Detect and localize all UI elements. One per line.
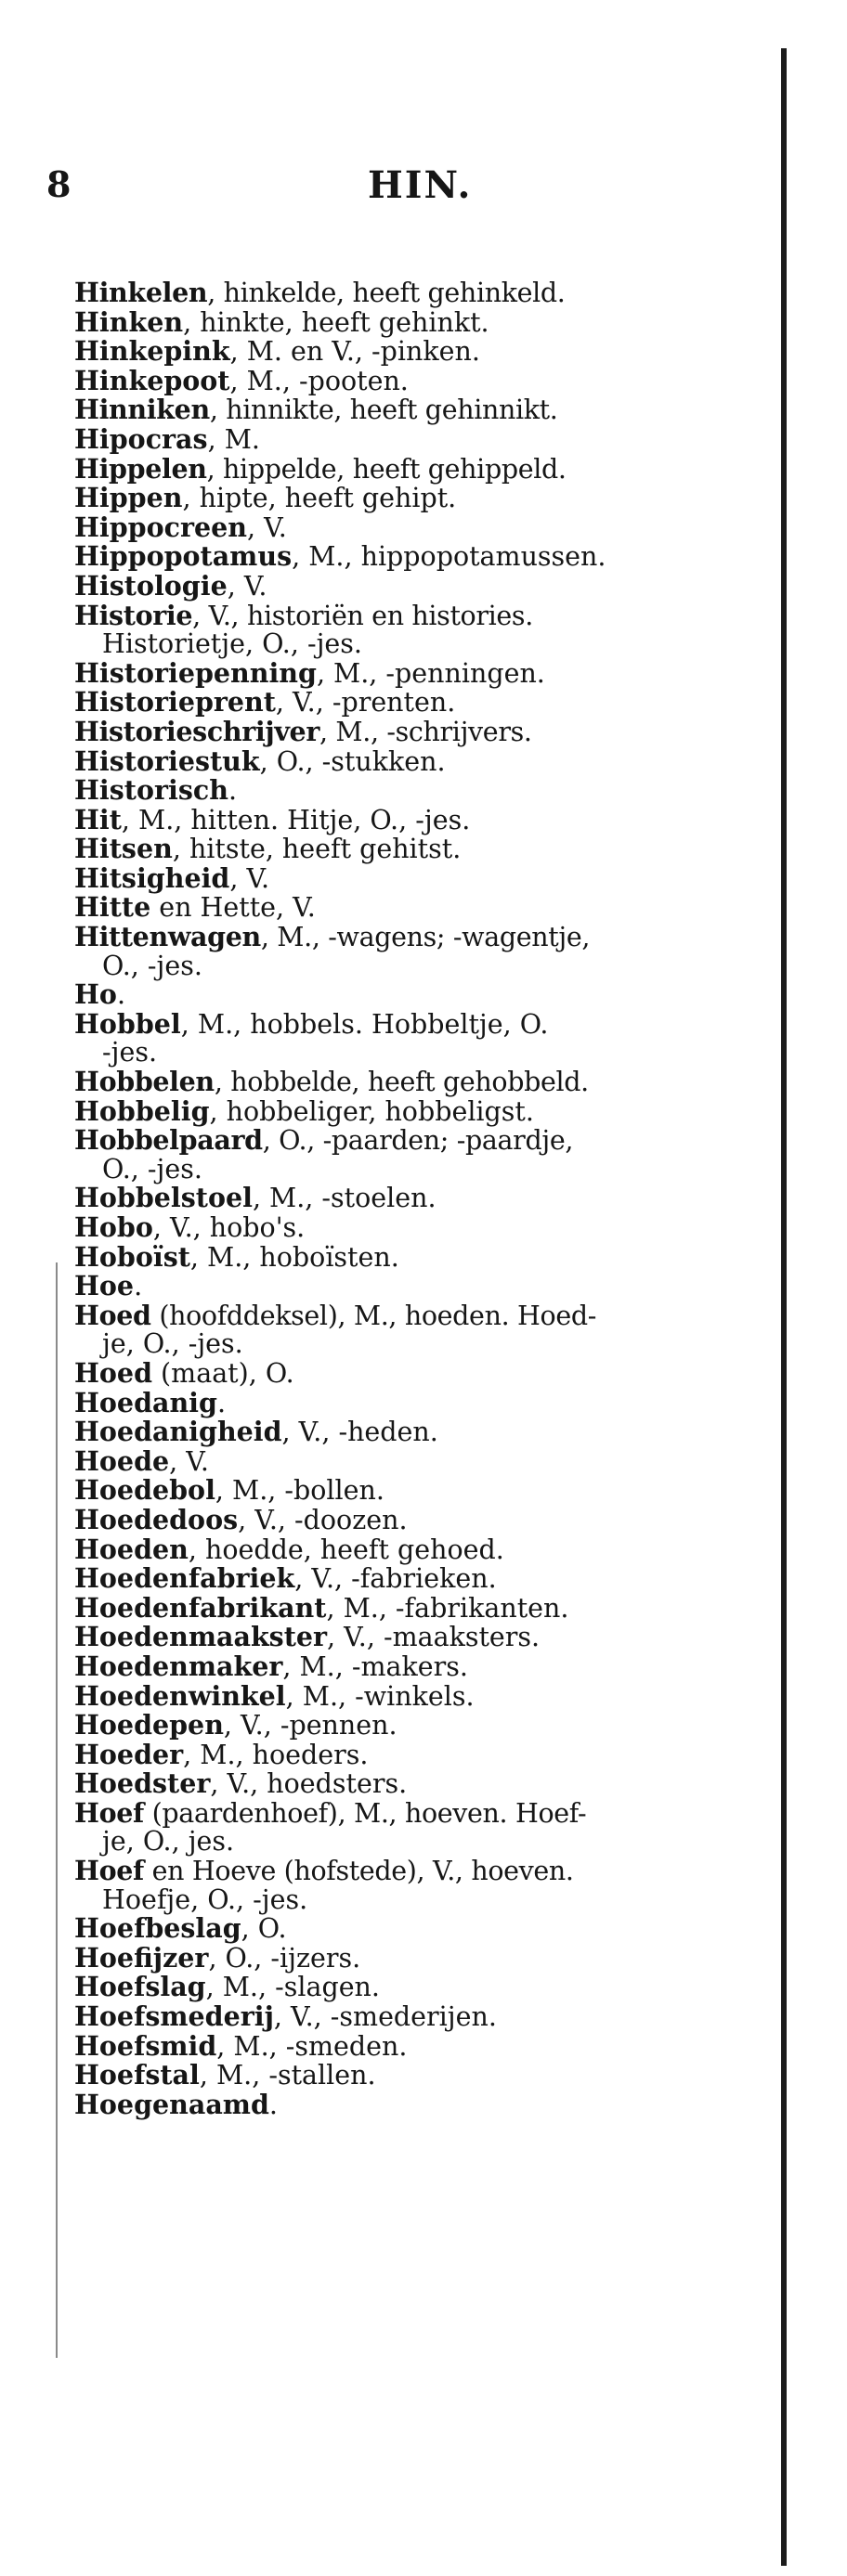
entry-headword: Hoefijzer: [74, 1941, 209, 1974]
entry-headword: Hoedster: [74, 1767, 211, 1800]
dictionary-entry: [74, 1679, 762, 1712]
entry-definition: , M., hoboïsten.: [189, 1241, 399, 1273]
entry-definition: , M., -smeden.: [216, 2030, 408, 2062]
entry-definition: , V., hobo's.: [152, 1212, 306, 1243]
entry-headword: Hoefsmid: [74, 2029, 217, 2062]
dictionary-entry: [74, 2061, 762, 2091]
entry-headword: Hipocras: [74, 422, 208, 455]
dictionary-entry: [74, 1857, 762, 1886]
entry-definition: , hinkte, heeft gehinkt.: [183, 306, 489, 338]
dictionary-entry: [74, 337, 762, 367]
dictionary-entry: [74, 1503, 762, 1535]
entry-definition: , hobbeliger, hobbeligst.: [209, 1095, 534, 1127]
entry-headword: Hoeder: [74, 1738, 184, 1770]
entry-definition: , hinnikte, heeft gehinnikt.: [209, 395, 558, 426]
dictionary-entry: [74, 569, 762, 602]
entry-headword: Hinniken: [74, 394, 210, 426]
entry-headword: Hinkepoot: [74, 364, 230, 396]
entry-headword: Historieschrijver: [74, 715, 319, 747]
dictionary-entry: [74, 1213, 762, 1243]
entry-headword: Historiepenning: [74, 656, 317, 689]
dictionary-entry: [74, 484, 762, 513]
dictionary-entry: [74, 1711, 762, 1741]
entry-headword: Historieprent: [74, 686, 276, 718]
entry-headword: Hoefslag: [74, 1971, 206, 2003]
entry-headword: Hoedenfabrikant: [74, 1591, 327, 1624]
left-margin-rule: [56, 1262, 58, 2358]
entry-continuation: [74, 1153, 762, 1184]
entry-headword: Hoefsmederij: [74, 2000, 274, 2033]
entry-headword: Hoe: [74, 1270, 135, 1302]
dictionary-entry: [74, 1184, 762, 1213]
entry-headword: Hippopotamus: [74, 540, 293, 573]
dictionary-entry: [74, 1914, 762, 1944]
dictionary-entry: [74, 278, 762, 308]
entry-definition: , M., -stoelen.: [252, 1183, 437, 1214]
entry-definition: , M., hobbels. Hobbeltje, O.: [180, 1008, 549, 1040]
entry-definition: , M., hippopotamussen.: [292, 541, 606, 573]
entry-definition: , V.: [227, 570, 267, 602]
entry-definition: je, O., -jes.: [102, 1328, 243, 1360]
entry-headword: Hoefstal: [74, 2059, 200, 2091]
entry-definition: , hoedde, heeft gehoed.: [188, 1534, 504, 1565]
dictionary-entry: [74, 2088, 762, 2120]
entry-continuation: [74, 1330, 762, 1359]
entry-headword: Hoegenaamd: [74, 2088, 269, 2120]
entry-definition: en Hoeve (hofstede), V., hoeven.: [143, 1856, 574, 1887]
entry-definition: O., -jes.: [102, 1153, 202, 1184]
entry-definition: , M., hoeders.: [183, 1739, 369, 1770]
entry-headword: Hobbelig: [74, 1094, 210, 1127]
entry-headword: Hippen: [74, 482, 183, 514]
entry-definition: Historietje, O., -jes.: [102, 628, 362, 660]
entry-definition: , V.: [229, 862, 270, 894]
entry-headword: Hoedanigheid: [74, 1416, 282, 1448]
dictionary-entry: [74, 1564, 762, 1594]
entry-headword: Hoedanig: [74, 1386, 217, 1418]
dictionary-entry: [74, 2002, 762, 2032]
entry-headword: Hippelen: [74, 452, 207, 485]
dictionary-entry: [74, 1476, 762, 1506]
entry-headword: Hinken: [74, 305, 184, 338]
entry-definition: , M., -penningen.: [316, 657, 545, 689]
entry-headword: Hoef: [74, 1855, 144, 1887]
entry-headword: Hobbelstoel: [74, 1182, 253, 1214]
entry-headword: Hinkelen: [74, 277, 208, 308]
entry-definition: , M., -slagen.: [205, 1972, 380, 2003]
entry-headword: Hoedenfabriek: [74, 1562, 295, 1595]
entry-headword: Hitsen: [74, 833, 173, 865]
entry-headword: Hobo: [74, 1211, 153, 1243]
entry-definition: , V., -prenten.: [275, 687, 456, 718]
entry-definition: .: [216, 1387, 227, 1418]
entry-definition: .: [228, 775, 237, 807]
dictionary-entry: [74, 835, 762, 864]
dictionary-entry: [74, 715, 762, 747]
dictionary-entry: [74, 422, 762, 455]
entry-definition: Hoefje, O., -jes.: [102, 1883, 308, 1915]
entry-definition: , V., -pennen.: [223, 1710, 397, 1741]
entry-headword: Hoededoos: [74, 1503, 239, 1535]
entry-headword: Hoede: [74, 1444, 170, 1477]
entry-headword: Hoedepen: [74, 1709, 224, 1741]
entry-definition: , M., -pooten.: [229, 365, 409, 396]
dictionary-entry: [74, 803, 762, 835]
dictionary-entry: [74, 1126, 762, 1156]
entry-headword: Hinkepink: [74, 335, 230, 368]
entry-definition: , hobbelde, heeft gehobbeld.: [214, 1067, 589, 1098]
dictionary-entry: [74, 1973, 762, 2002]
entry-definition: O., -jes.: [102, 950, 202, 981]
entry-definition: (hoofddeksel), M., hoeden. Hoed-: [150, 1300, 597, 1331]
dictionary-entry: [74, 452, 762, 485]
entry-continuation: [74, 1883, 762, 1915]
entry-definition: , V., -heden.: [281, 1417, 438, 1448]
entry-definition: , V., -fabrieken.: [294, 1563, 497, 1595]
dictionary-entry: [74, 599, 762, 631]
entry-definition: , V., hoedsters.: [210, 1768, 408, 1800]
entry-headword: Hoeden: [74, 1533, 189, 1565]
entry-definition: , O.: [241, 1913, 287, 1945]
dictionary-entry: [74, 980, 762, 1010]
dictionary-entry: [74, 776, 762, 806]
entry-definition: , V., -maaksters.: [327, 1622, 541, 1653]
entry-continuation: [74, 1039, 762, 1068]
entry-headword: Historisch: [74, 774, 228, 807]
dictionary-entry: [74, 1417, 762, 1447]
entry-headword: Hoefbeslag: [74, 1912, 241, 1945]
dictionary-entry: [74, 364, 762, 396]
entry-definition: , O., -ijzers.: [208, 1942, 361, 1974]
entry-headword: Ho: [74, 978, 117, 1011]
entry-headword: Historiestuk: [74, 744, 260, 777]
entry-definition: , O., -paarden; -paardje,: [262, 1125, 574, 1157]
right-column-rule: [781, 48, 787, 2566]
entry-definition: , M., -fabrikanten.: [326, 1592, 569, 1624]
entry-definition: , hitste, heeft gehitst.: [172, 834, 462, 865]
dictionary-entry: [74, 1272, 762, 1301]
entry-headword: Hoboïst: [74, 1240, 190, 1273]
entry-headword: Hobbelen: [74, 1066, 215, 1098]
dictionary-entries: [74, 278, 762, 2119]
dictionary-entry: [74, 656, 762, 689]
entry-definition: , hinkelde, heeft gehinkeld.: [207, 278, 566, 308]
entry-continuation: [74, 630, 762, 659]
entry-definition: , hippelde, heeft gehippeld.: [206, 453, 567, 485]
dictionary-entry: [74, 1591, 762, 1624]
dictionary-entry: [74, 1769, 762, 1799]
entry-definition: en Hette, V.: [150, 892, 316, 924]
entry-headword: Hoed: [74, 1356, 152, 1389]
entry-definition: , M., -winkels.: [285, 1680, 475, 1712]
dictionary-entry: [74, 2029, 762, 2062]
entry-definition: , V., -smederijen.: [273, 2001, 497, 2033]
entry-headword: Histologie: [74, 569, 228, 602]
dictionary-entry: [74, 1068, 762, 1097]
entry-definition: , O., -stukken.: [259, 745, 446, 777]
entry-headword: Hoed: [74, 1299, 151, 1331]
entry-definition: (maat), O.: [152, 1357, 294, 1389]
dictionary-entry: [74, 688, 762, 718]
entry-definition: , M., -schrijvers.: [319, 716, 532, 747]
entry-definition: .: [134, 1271, 143, 1302]
dictionary-entry: [74, 1386, 762, 1418]
entry-definition: .: [116, 979, 125, 1011]
entry-definition: , V., historiën en histories.: [192, 600, 533, 631]
entry-headword: Hit: [74, 803, 122, 835]
entry-definition: , V., -doozen.: [238, 1504, 408, 1535]
entry-headword: Hittenwagen: [74, 921, 261, 953]
dictionary-entry: [74, 513, 762, 543]
entry-definition: -jes.: [102, 1037, 158, 1068]
entry-headword: Hitte: [74, 891, 151, 924]
dictionary-entry: [74, 1444, 762, 1477]
dictionary-entry: [74, 1535, 762, 1565]
entry-definition: , M., -makers.: [282, 1650, 468, 1682]
dictionary-entry: [74, 542, 762, 572]
entry-headword: Hippocreen: [74, 511, 247, 543]
dictionary-entry: [74, 1738, 762, 1770]
dictionary-entry: [74, 1240, 762, 1273]
entry-headword: Hobbelpaard: [74, 1124, 263, 1157]
dictionary-entry: [74, 1356, 762, 1389]
dictionary-entry: [74, 923, 762, 952]
entry-headword: Hoedebol: [74, 1474, 215, 1507]
dictionary-entry: [74, 1796, 762, 1829]
entry-headword: Hobbel: [74, 1007, 181, 1040]
entry-definition: (paardenhoef), M., hoeven. Hoef-: [143, 1797, 587, 1829]
entry-headword: Hitsigheid: [74, 861, 230, 894]
dictionary-entry: [74, 744, 762, 777]
entry-definition: , M., hitten. Hitje, O., -jes.: [121, 804, 471, 835]
dictionary-entry: [74, 395, 762, 425]
entry-headword: Hoef: [74, 1796, 144, 1829]
dictionary-entry: [74, 1094, 762, 1127]
entry-headword: Hoedenwinkel: [74, 1679, 286, 1712]
entry-definition: , hipte, heeft gehipt.: [182, 483, 457, 514]
dictionary-entry: [74, 861, 762, 894]
entry-headword: Historie: [74, 599, 193, 631]
entry-definition: je, O., jes.: [102, 1826, 235, 1858]
entry-continuation: [74, 952, 762, 981]
entry-definition: , V.: [169, 1445, 209, 1477]
running-head: HIN.: [368, 163, 473, 207]
entry-definition: .: [268, 2089, 278, 2120]
entry-continuation: [74, 1828, 762, 1857]
dictionary-entry: [74, 1623, 762, 1652]
entry-definition: , V.: [246, 511, 287, 543]
entry-headword: Hoedenmaakster: [74, 1621, 328, 1653]
entry-definition: , M., -stallen.: [199, 2060, 376, 2091]
page-number: 8: [46, 163, 72, 205]
entry-definition: , M., -bollen.: [215, 1475, 384, 1507]
entry-definition: , M.: [207, 423, 260, 455]
dictionary-entry: [74, 1941, 762, 1974]
entry-definition: , M., -wagens; -wagentje,: [260, 922, 591, 953]
entry-definition: , M. en V., -pinken.: [229, 336, 480, 368]
dictionary-entry: [74, 305, 762, 338]
dictionary-entry: [74, 1007, 762, 1040]
dictionary-entry: [74, 893, 762, 923]
dictionary-entry: [74, 1301, 762, 1331]
entry-headword: Hoedenmaker: [74, 1650, 283, 1682]
dictionary-entry: [74, 1652, 762, 1682]
